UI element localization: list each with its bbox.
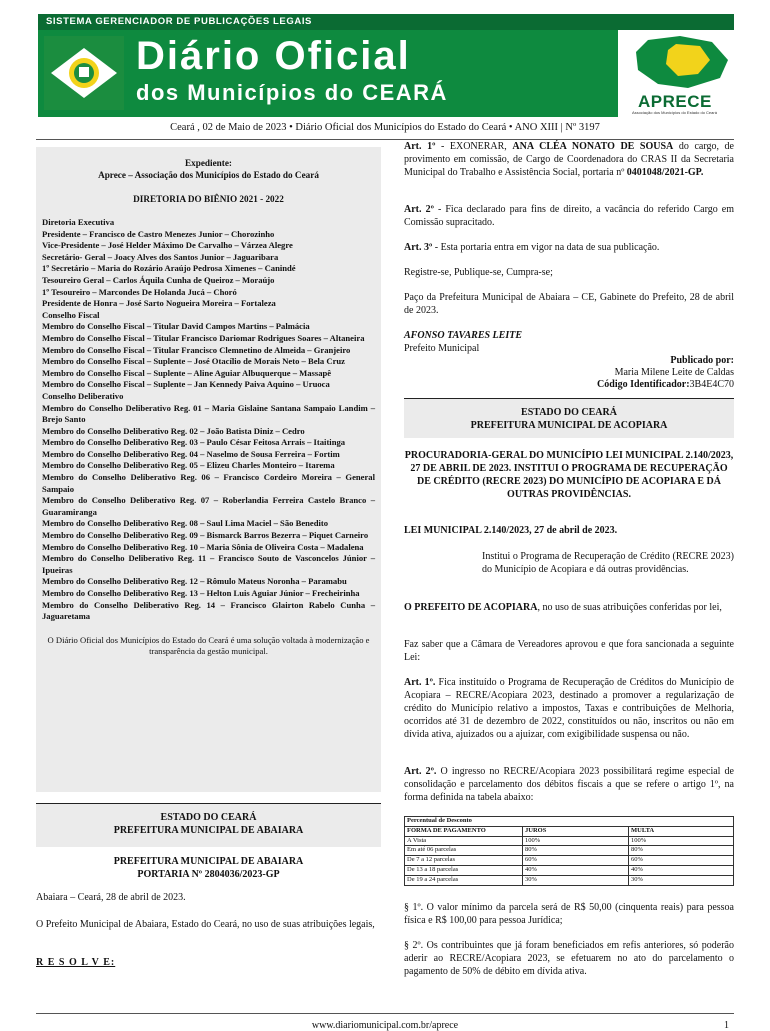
acopiara-paragraph-2: § 2º. Os contribuintes que já foram beneficiados em refis anteriores, só poderão aderir ao RECRE/Acopiara 2023, se efetuarem no ato do parcelamento o pagamento de 50% de débito em dívida ativa. <box>404 940 734 977</box>
expediente-box <box>36 147 381 792</box>
expediente-member-line: Membro do Conselho Fiscal – Suplente – José Otacílio de Morais Neto – Bela Cruz <box>42 356 345 367</box>
identifier-code-label: Código Identificador: <box>597 379 690 390</box>
expediente-member-line: Diretoria Executiva <box>42 217 115 227</box>
discount-table-cell: 30% <box>523 875 629 885</box>
discount-header-fine: MULTA <box>629 826 734 836</box>
discount-table-cell: De 19 a 24 parcelas <box>405 875 523 885</box>
acopiara-paragraph-1: § 1º. O valor mínimo da parcela será de R$ 50,00 (cinquenta reais) para pessoa física e R$ 100,00 para pessoa Jurídica; <box>404 902 734 926</box>
identifier-code-value: 3B4E4C70 <box>689 379 734 390</box>
acopiara-prefeitura: PREFEITURA MUNICIPAL DE ACOPIARA <box>470 419 668 431</box>
acopiara-art2-text: O ingresso no RECRE/Acopiara 2023 possibilitará regime especial de consolidação e parcelamento dos débitos fiscais a que se refere o artigo 1º, na forma definida na tabela abaixo: <box>404 766 734 803</box>
discount-table-caption: Percentual de Desconto <box>405 817 734 827</box>
discount-table-cell: De 13 a 18 parcelas <box>405 865 523 875</box>
expediente-member-line: Tesoureiro Geral – Carlos Áquila Cunha de Queiroz – Moraújo <box>42 274 275 285</box>
expediente-members <box>42 217 375 623</box>
abaiara-art1-post: do cargo, de provimento em comissão, de Cargo de Coordenadora do CRAS II da Secretaria Municipal do Trabalho e Assistência Social, portaria nº <box>404 141 734 178</box>
acopiara-mayor-text: , no uso de suas atribuições conferidas por lei, <box>537 602 722 613</box>
abaiara-register: Registre-se, Publique-se, Cumpra-se; <box>404 267 553 278</box>
expediente-member-line: Presidente – Francisco de Castro Menezes Junior – Chorozinho <box>42 228 275 239</box>
aprece-logo-text: APRECE <box>638 92 712 111</box>
abaiara-art1-name: ANA CLÉA NONATO DE SOUSA <box>512 141 674 152</box>
expediente-member-line: Membro do Conselho Fiscal – Titular Francisco Clemnetino de Almeida – Granjeiro <box>42 344 351 355</box>
abaiara-signer-role: Prefeito Municipal <box>404 343 480 354</box>
system-label: SISTEMA GERENCIADOR DE PUBLICAÇÕES LEGAIS <box>46 16 312 27</box>
discount-table-cell: 40% <box>629 865 734 875</box>
acopiara-heading: PROCURADORIA-GERAL DO MUNICÍPIO LEI MUNICIPAL 2.140/2023, 27 DE ABRIL DE 2023. INSTITUI O PROGRAMA DE RECUPERAÇÃO DE CRÉDITO (RECRE 2023) DO MUNICÍPIO DE ACOPIARA E DÁ OUTRAS PROVIDÊNCIAS. <box>404 450 734 500</box>
expediente-member-line: Membro do Conselho Fiscal – Suplente – Aline Aguiar Albuquerque – Massapê <box>42 367 332 378</box>
abaiara-section-header <box>36 803 381 847</box>
abaiara-intro: O Prefeito Municipal de Abaiara, Estado do Ceará, no uso de suas atribuições legais, <box>36 919 375 930</box>
expediente-member-line: Membro do Conselho Fiscal – Suplente – Jan Kennedy Paiva Aquino – Uruoca <box>42 379 330 390</box>
discount-table-row <box>405 836 734 846</box>
expediente-board: DIRETORIA DO BIÊNIO 2021 - 2022 <box>133 194 284 204</box>
aprece-logo <box>624 30 734 117</box>
discount-header-interest: JUROS <box>523 826 629 836</box>
abaiara-doc-title-line2: PORTARIA Nº 2804036/2023-GP <box>137 869 280 880</box>
expediente-member-line: Membro do Conselho Deliberativo Reg. 07 – Roberlandia Ferreira Castelo Branco – Guaramiranga <box>42 495 375 517</box>
expediente-member-line: Membro do Conselho Deliberativo Reg. 05 – Elizeu Charles Monteiro – Itarema <box>42 460 335 471</box>
acopiara-mayor-label: O PREFEITO DE ACOPIARA <box>404 602 538 613</box>
abaiara-closing: Paço da Prefeitura Municipal de Abaiara – CE, Gabinete do Prefeito, 28 de abril de 2023. <box>404 292 734 316</box>
system-bar <box>38 14 734 30</box>
acopiara-law-title: LEI MUNICIPAL 2.140/2023, 27 de abril de 2023. <box>404 525 618 536</box>
expediente-member-line: Membro do Conselho Deliberativo Reg. 10 – Maria Sônia de Oliveira Costa – Madalena <box>42 541 364 552</box>
discount-header-payment: FORMA DE PAGAMENTO <box>405 826 523 836</box>
bottom-divider <box>36 1013 734 1014</box>
abaiara-art1-label: Art. 1º <box>404 141 436 152</box>
expediente-org: Aprece – Associação dos Municípios do Estado do Ceará <box>98 170 319 180</box>
identifier-code <box>404 378 734 391</box>
acopiara-mayor <box>404 601 734 614</box>
abaiara-resolve: R E S O L V E: <box>36 957 116 968</box>
expediente-member-line: Conselho Deliberativo <box>42 390 124 401</box>
expediente-member-line: Membro do Conselho Deliberativo Reg. 03 – Paulo César Feitosa Arrais – Itaitinga <box>42 437 346 448</box>
expediente-member-line: Vice-Presidente – José Helder Máximo De Carvalho – Várzea Alegre <box>42 240 293 251</box>
acopiara-sanction: Faz saber que a Câmara de Vereadores aprovou e que fora sancionada a seguinte Lei: <box>404 639 734 663</box>
expediente-member-line: Membro do Conselho Deliberativo Reg. 11 – Francisco Souto de Vasconcelos Júnior – Ipueiras <box>42 553 375 575</box>
publication-title: Diário Oficial <box>136 34 411 78</box>
abaiara-signer: AFONSO TAVARES LEITE <box>404 330 522 341</box>
expediente-member-line: Membro do Conselho Fiscal – Titular David Campos Martins – Palmácia <box>42 321 310 332</box>
expediente-footer: O Diário Oficial dos Municípios do Estado do Ceará é uma solução voltada à modernização e transparência da gestão municipal. <box>47 634 370 657</box>
discount-table-cell: Em até 06 parcelas <box>405 846 523 856</box>
discount-table-cell: 100% <box>629 836 734 846</box>
abaiara-art3-text: - Esta portaria entra em vigor na data de sua publicação. <box>432 242 660 253</box>
expediente-member-line: Membro do Conselho Fiscal – Titular Francisco Dariomar Rodrigues Soares – Altaneira <box>42 332 365 343</box>
discount-table-cell: 30% <box>629 875 734 885</box>
discount-table-row <box>405 856 734 866</box>
discount-table <box>404 816 734 886</box>
discount-table-row <box>405 875 734 885</box>
acopiara-ementa: Institui o Programa de Recuperação de Crédito (RECRE 2023) do Município de Acopiara e dá outras providências. <box>482 551 734 575</box>
masthead-banner <box>38 14 734 117</box>
acopiara-art2-label: Art. 2º. <box>404 766 437 777</box>
expediente-member-line: Membro do Conselho Deliberativo Reg. 01 – Maria Gislaine Santana Sampaio Landim – Brejo Santo <box>42 402 375 425</box>
expediente-member-line: 1º Secretário – Maria do Rozário Araújo Pedrosa Ximenes – Canindé <box>42 263 296 274</box>
edition-dateline: Ceará , 02 de Maio de 2023 • Diário Oficial dos Municípios do Estado do Ceará • ANO XIII | Nº 3197 <box>170 122 600 133</box>
abaiara-state: ESTADO DO CEARÁ <box>160 812 257 823</box>
abaiara-art1-portaria: 0401048/2021-GP. <box>626 167 704 178</box>
acopiara-art1 <box>404 676 734 741</box>
discount-table-cell: 100% <box>523 836 629 846</box>
expediente-member-line: Presidente de Honra – José Sarto Nogueira Moreira – Fortaleza <box>42 298 276 309</box>
discount-table-cell: 80% <box>523 846 629 856</box>
published-by-label: Publicado por: <box>670 355 734 366</box>
discount-table-row <box>405 865 734 875</box>
ceara-map-icon <box>628 34 732 90</box>
acopiara-section-header <box>404 398 734 438</box>
abaiara-art3 <box>404 241 734 254</box>
abaiara-art2 <box>404 203 734 229</box>
expediente-member-line: 1º Tesoureiro – Marcondes De Holanda Jucá – Choró <box>42 286 237 297</box>
discount-table-cell: 60% <box>523 856 629 866</box>
abaiara-place-date: Abaiara – Ceará, 28 de abril de 2023. <box>36 892 186 903</box>
abaiara-art1 <box>404 140 734 179</box>
acopiara-art1-text: Fica instituído o Programa de Recuperação de Créditos do Município de Acopiara – RECRE/Acopiara 2023, destinado a promover a regularização de crédito do Município relativo a impostos, Taxas e contribuições de Melhoria, ocorridos até 31 de dezembro de 2022, constituídos ou não, inscritos ou não em dívida ativa, ajuizados ou a ajuizar, com exigibilidade suspensa ou não. <box>404 677 734 740</box>
acopiara-state: ESTADO DO CEARÁ <box>521 407 617 418</box>
discount-table-cell: 60% <box>629 856 734 866</box>
page-number: 1 <box>724 1020 729 1031</box>
footer-url: www.diariomunicipal.com.br/aprece <box>311 1020 459 1031</box>
discount-table-cell: A Vista <box>405 836 523 846</box>
acopiara-art2 <box>404 765 734 804</box>
aprece-logo-tagline: Associação dos Municípios do Estado do Ceará <box>632 110 717 115</box>
abaiara-art3-label: Art. 3º <box>404 242 433 253</box>
published-by-name: Maria Milene Leite de Caldas <box>614 367 734 378</box>
abaiara-art2-text: - Fica declarado para fins de direito, a vacância do referido Cargo em Comissão supracitado. <box>404 204 735 228</box>
discount-table-cell: 80% <box>629 846 734 856</box>
ceara-flag-icon <box>44 36 124 110</box>
discount-table-cell: De 7 a 12 parcelas <box>405 856 523 866</box>
discount-table-cell: 40% <box>523 865 629 875</box>
discount-table-row <box>405 846 734 856</box>
expediente-member-line: Membro do Conselho Deliberativo Reg. 12 – Rômulo Mateus Noronha – Paramabu <box>42 576 347 587</box>
abaiara-doc-title-line1: PREFEITURA MUNICIPAL DE ABAIARA <box>113 856 304 867</box>
expediente-title: Expediente: <box>185 158 232 168</box>
masthead-title-area <box>38 30 618 117</box>
expediente-member-line: Conselho Fiscal <box>42 309 100 320</box>
acopiara-art1-label: Art. 1º. <box>404 677 436 688</box>
expediente-member-line: Membro do Conselho Deliberativo Reg. 13 – Helton Luis Aguiar Júnior – Frecheirinha <box>42 588 360 598</box>
expediente-member-line: Membro do Conselho Deliberativo Reg. 04 – Naselmo de Sousa Ferreira – Fortim <box>42 448 340 459</box>
abaiara-art2-label: Art. 2º <box>404 204 434 215</box>
publication-subtitle: dos Municípios do CEARÁ <box>136 80 448 105</box>
expediente-member-line: Membro do Conselho Deliberativo Reg. 08 – Saul Lima Maciel – São Benedito <box>42 518 329 529</box>
expediente-member-line: Membro do Conselho Deliberativo Reg. 09 – Bismarck Barros Bezerra – Piquet Carneiro <box>42 530 369 541</box>
abaiara-prefeitura: PREFEITURA MUNICIPAL DE ABAIARA <box>113 824 304 836</box>
expediente-member-line: Membro do Conselho Deliberativo Reg. 02 – João Batista Diniz – Cedro <box>42 425 305 436</box>
expediente-member-line: Membro do Conselho Deliberativo Reg. 14 – Francisco Glairton Rabelo Cunha – Jaguaretama <box>42 599 375 622</box>
expediente-member-line: Membro do Conselho Deliberativo Reg. 06 – Francisco Cordeiro Moreira – General Sampaio <box>42 472 375 494</box>
abaiara-art1-pre: - EXONERAR, <box>435 141 513 152</box>
abaiara-doc-title <box>36 855 381 881</box>
expediente-member-line: Secretário- Geral – Joacy Alves dos Santos Junior – Jaguaribara <box>42 251 279 262</box>
